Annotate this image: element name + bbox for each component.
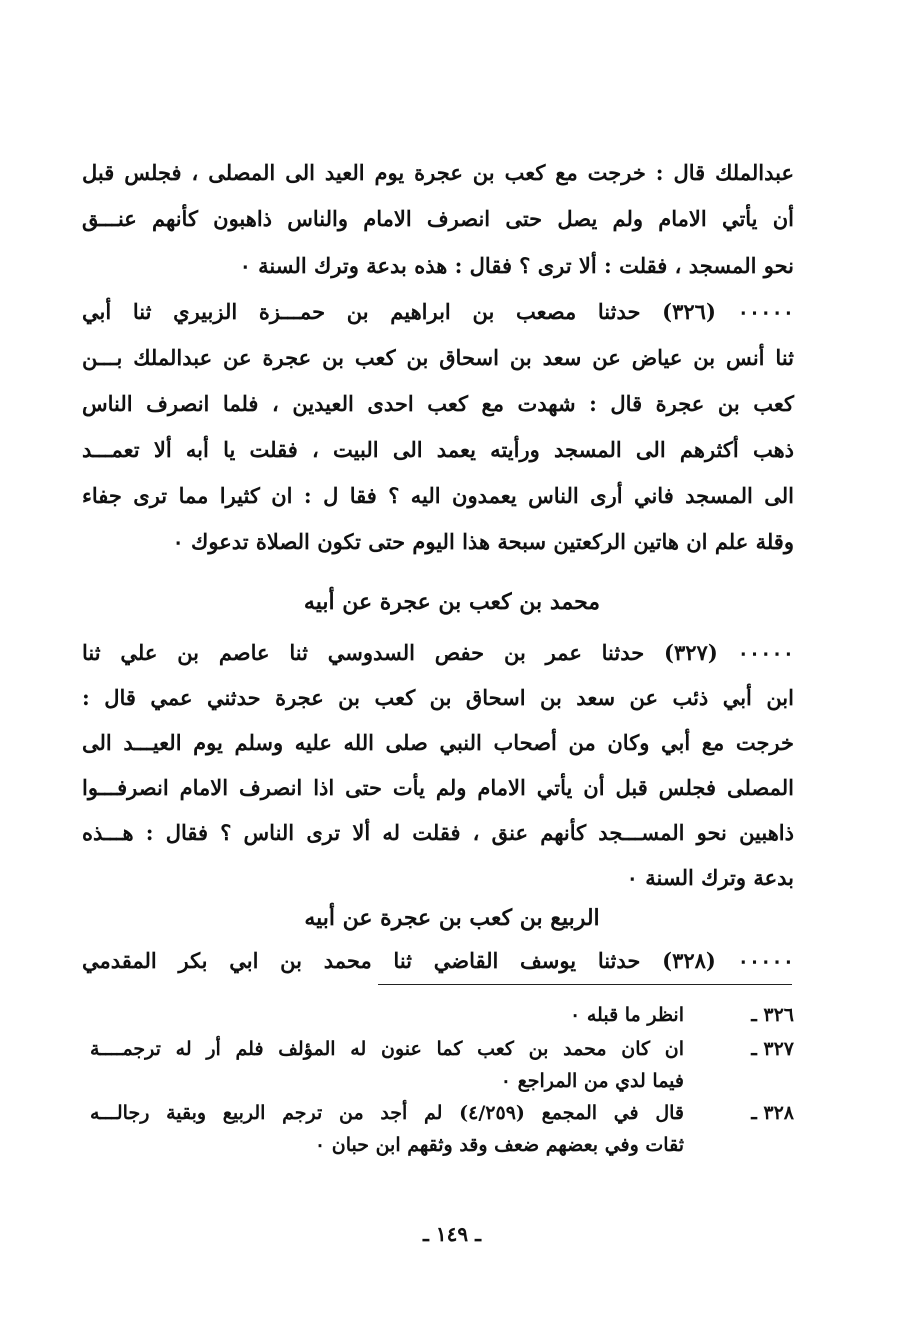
section-heading: محمد بن كعب بن عجرة عن أبيه <box>303 589 601 615</box>
footnote-number: ٣٢٨ ـ <box>751 1102 794 1124</box>
footnote-328 <box>90 1098 794 1128</box>
body-line: كعب بن عجرة قال : شهدت مع كعب احدى العيدين ، فلما انصرف الناس <box>82 391 794 416</box>
body-line: خرجت مع أبي وكان من أصحاب النبي صلى الله عليه وسلم يوم العيـــد الى <box>82 730 794 755</box>
body-line: ذهب أكثرهم الى المسجد ورأيته يعمد الى البيت ، فقلت يا أبه ألا تعمـــد <box>82 437 794 462</box>
footnote-text: فيما لدي من المراجع ٠ <box>500 1070 684 1092</box>
body-line: ٠٠٠٠٠ (٣٢٨) حدثنا يوسف القاضي ثنا محمد بن ابي بكر المقدمي <box>82 948 794 973</box>
body-line: أن يأتي الامام ولم يصل حتى انصرف الامام والناس ذاهبون كأنهم عنـــق <box>82 206 794 231</box>
body-line: نحو المسجد ، فقلت : ألا ترى ؟ فقال : هذه بدعة وترك السنة ٠ <box>239 253 794 278</box>
footnote-text: انظر ما قبله ٠ <box>570 1004 684 1026</box>
footnote-separator <box>378 984 792 985</box>
footnote-text: ثقات وفي بعضهم ضعف وقد وثقهم ابن حبان ٠ <box>314 1134 684 1156</box>
body-line: ثنا أنس بن عياض عن سعد بن اسحاق بن كعب بن عجرة عن عبدالملك بـــن <box>82 345 794 370</box>
footnote-327-continued <box>90 1066 794 1096</box>
body-line: بدعة وترك السنة ٠ <box>626 865 794 890</box>
body-line: ٠٠٠٠٠ (٣٢٧) حدثنا عمر بن حفص السدوسي ثنا عاصم بن علي ثنا <box>82 640 794 665</box>
body-line: ٠٠٠٠٠ (٣٢٦) حدثنا مصعب بن ابراهيم بن حمـــزة الزبيري ثنا أبي <box>82 299 795 324</box>
footnote-326 <box>90 1000 794 1030</box>
footnote-number: ٣٢٦ ـ <box>751 1004 794 1026</box>
page-number: ـ ١٤٩ ـ <box>423 1222 481 1246</box>
body-line: ذاهبين نحو المســـجد كأنهم عنق ، فقلت له ألا ترى الناس ؟ فقال : هـــذه <box>82 820 794 845</box>
footnote-text: قال في المجمع (٤/٢٥٩) لم أجد من ترجم الربيع وبقية رجالـــه <box>90 1102 685 1124</box>
section-heading: الربيع بن كعب بن عجرة عن أبيه <box>304 905 600 931</box>
footnote-328-continued <box>90 1130 794 1160</box>
body-line: الى المسجد فاني أرى الناس يعمدون اليه ؟ فقا ل : ان كثيرا مما ترى جفاء <box>82 483 794 508</box>
body-line: وقلة علم ان هاتين الركعتين سبحة هذا اليوم حتى تكون الصلاة تدعوك ٠ <box>172 529 794 554</box>
footnote-text: ان كان محمد بن كعب كما عنون له المؤلف فلم أر له ترجمــــة <box>90 1038 684 1060</box>
body-line: المصلى فجلس قبل أن يأتي الامام ولم يأت حتى اذا انصرف الامام انصرفـــوا <box>82 775 794 800</box>
footnote-327 <box>90 1034 794 1064</box>
body-line: عبدالملك قال : خرجت مع كعب بن عجرة يوم العيد الى المصلى ، فجلس قبل <box>82 160 794 185</box>
body-line: ابن أبي ذئب عن سعد بن اسحاق بن كعب بن عجرة حدثني عمي قال : <box>82 685 794 710</box>
footnote-number: ٣٢٧ ـ <box>751 1038 794 1060</box>
